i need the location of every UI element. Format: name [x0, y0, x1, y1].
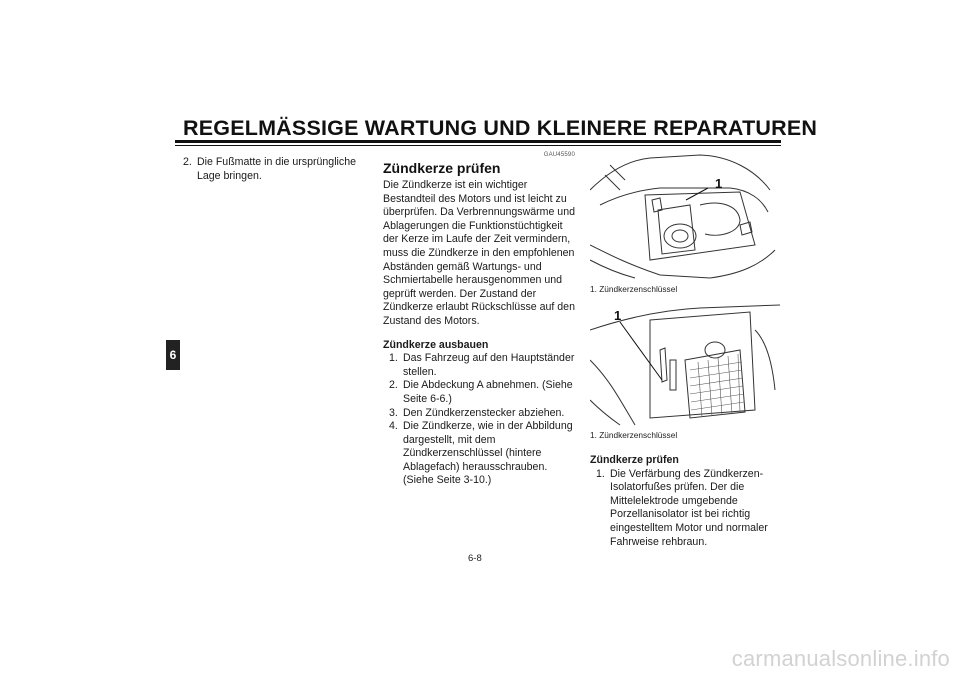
check-steps	[596, 468, 785, 550]
step-number: 1.	[596, 467, 605, 480]
header-rule-thin	[175, 145, 781, 146]
step-number: 4.	[389, 420, 398, 433]
section-heading: Zündkerze prüfen	[383, 160, 501, 176]
step-text: Die Abdeckung A abnehmen. (Siehe Seite 6-6.)	[403, 379, 573, 405]
figure-engine-compartment	[590, 300, 780, 428]
chapter-tab: 6	[166, 340, 180, 370]
list-item	[389, 379, 575, 406]
step-text: Das Fahrzeug auf den Hauptständer stellen.	[403, 352, 575, 378]
list-item	[389, 420, 575, 488]
page-title: REGELMÄSSIGE WARTUNG UND KLEINERE REPARATUREN	[183, 116, 818, 140]
step-text: Die Zündkerze, wie in der Abbildung dargestellt, mit dem Zündkerzenschlüssel (hintere Ablagefach) herausschrauben. (Siehe Seite 3-10.)	[403, 420, 573, 487]
storage-compartment-illustration	[590, 150, 780, 285]
subheading-removal: Zündkerze ausbauen	[383, 338, 489, 351]
column-1	[183, 156, 358, 183]
list-item	[183, 156, 358, 183]
header-rule	[175, 140, 781, 143]
step-number: 1.	[389, 352, 398, 365]
removal-steps	[389, 352, 575, 488]
callout-number: 1	[614, 308, 622, 323]
step-number: 3.	[389, 406, 398, 419]
step-number: 2.	[183, 156, 192, 168]
page-number: 6-8	[468, 553, 482, 564]
step-list	[183, 156, 358, 183]
intro-paragraph: Die Zündkerze ist ein wichtiger Bestandteil des Motors und ist leicht zu überprüfen. Da Verbrennungswärme und Ablagerungen die Funktionstüchtigkeit der Kerze im Laufe der Zeit vermindern, muss die Zündkerze in den empfohlenen Abständen gemäß Wartungs- und Schmiertabelle herausgenommen und geprüft werden. Der Zustand der Zündkerze erlaubt Rückschlüsse auf den Zustand des Motors.	[383, 179, 575, 327]
list-item	[389, 352, 575, 379]
column-2	[383, 152, 575, 488]
step-text: Den Zündkerzenstecker abziehen.	[403, 406, 565, 419]
callout-number: 1	[715, 176, 723, 191]
step-text: Die Fußmatte in die ursprüngliche Lage bringen.	[197, 156, 356, 182]
watermark: carmanualsonline.info	[731, 646, 950, 671]
subheading-check: Zündkerze prüfen	[590, 454, 679, 466]
document-code: GAU45590	[543, 152, 575, 158]
column-3-text	[590, 454, 785, 549]
figure-storage-compartment	[590, 150, 780, 285]
list-item	[389, 407, 575, 421]
figure-caption: 1. Zündkerzenschlüssel	[590, 430, 678, 440]
step-text: Die Verfärbung des Zündkerzen-Isolatorfußes prüfen. Der die Mittelelektrode umgebende Porzellanisolator ist bei richtig eingestelltem Motor und normaler Fahrweise rehbraun.	[610, 467, 768, 548]
step-number: 2.	[389, 379, 398, 392]
figure-caption: 1. Zündkerzenschlüssel	[590, 284, 678, 294]
list-item	[596, 468, 785, 550]
